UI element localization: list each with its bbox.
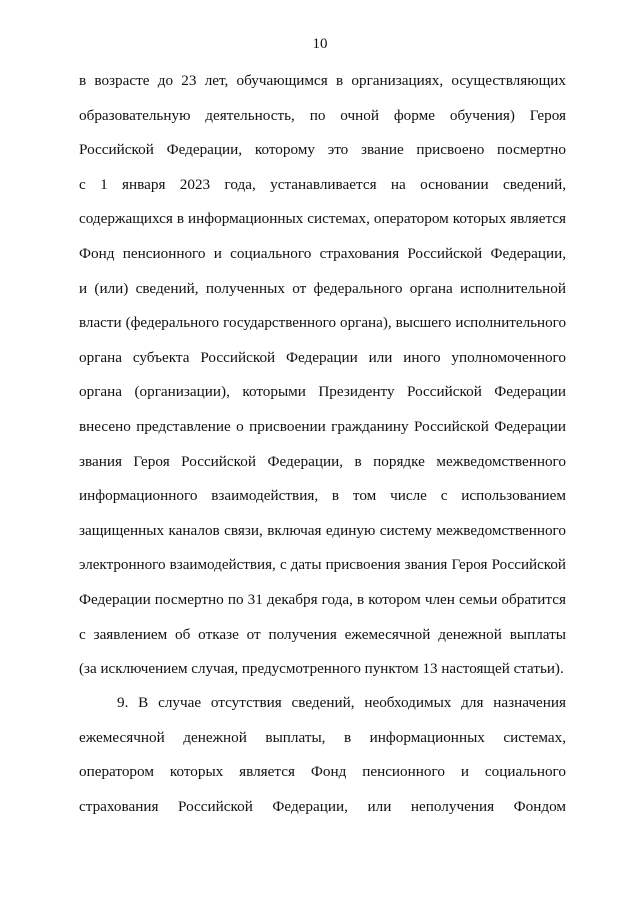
text-line-last: (за исключением случая, предусмотренного пунктом 13 настоящей статьи). bbox=[79, 661, 564, 678]
text-line: органа (организации), которыми Президенту Российской Федерации bbox=[79, 383, 566, 401]
text-line: Фонд пенсионного и социального страхования Российской Федерации, bbox=[79, 244, 566, 262]
text-line: информационного взаимодействия, в том числе с использованием bbox=[79, 487, 566, 505]
text-line: электронного взаимодействия, с даты присвоения звания Героя Российской bbox=[79, 557, 566, 574]
text-line: внесено представление о присвоении гражданину Российской Федерации bbox=[79, 417, 566, 435]
text-line: Федерации посмертно по 31 декабря года, в котором член семьи обратится bbox=[79, 590, 566, 608]
page-number: 10 bbox=[312, 36, 328, 52]
text-line: с заявлением об отказе от получения ежемесячной денежной выплаты bbox=[79, 625, 566, 643]
text-line: содержащихся в информационных системах, оператором которых является bbox=[79, 210, 566, 228]
text-line-first: 9. В случае отсутствия сведений, необходимых для назначения bbox=[117, 694, 566, 711]
text-line: защищенных каналов связи, включая единую систему межведомственного bbox=[79, 521, 566, 539]
text-line: ежемесячной денежной выплаты, в информационных системах, bbox=[79, 728, 566, 746]
text-line: звания Героя Российской Федерации, в порядке межведомственного bbox=[79, 452, 566, 470]
text-line: власти (федерального государственного органа), высшего исполнительного bbox=[79, 315, 566, 332]
text-line: и (или) сведений, полученных от федерального органа исполнительной bbox=[79, 279, 566, 297]
paragraph-continuation bbox=[79, 64, 566, 687]
text-line: оператором которых является Фонд пенсионного и социального bbox=[79, 763, 566, 781]
text-line: Российской Федерации, которому это звание присвоено посмертно bbox=[79, 141, 566, 159]
text-line: страхования Российской Федерации, или неполучения Фондом bbox=[79, 797, 566, 815]
paragraph-item-9 bbox=[79, 686, 566, 824]
text-line: органа субъекта Российской Федерации или иного уполномоченного bbox=[79, 348, 566, 366]
text-line: с 1 января 2023 года, устанавливается на основании сведений, bbox=[79, 175, 566, 193]
text-line: образовательную деятельность, по очной форме обучения) Героя bbox=[79, 106, 566, 124]
text-line: в возрасте до 23 лет, обучающимся в организациях, осуществляющих bbox=[79, 72, 566, 89]
